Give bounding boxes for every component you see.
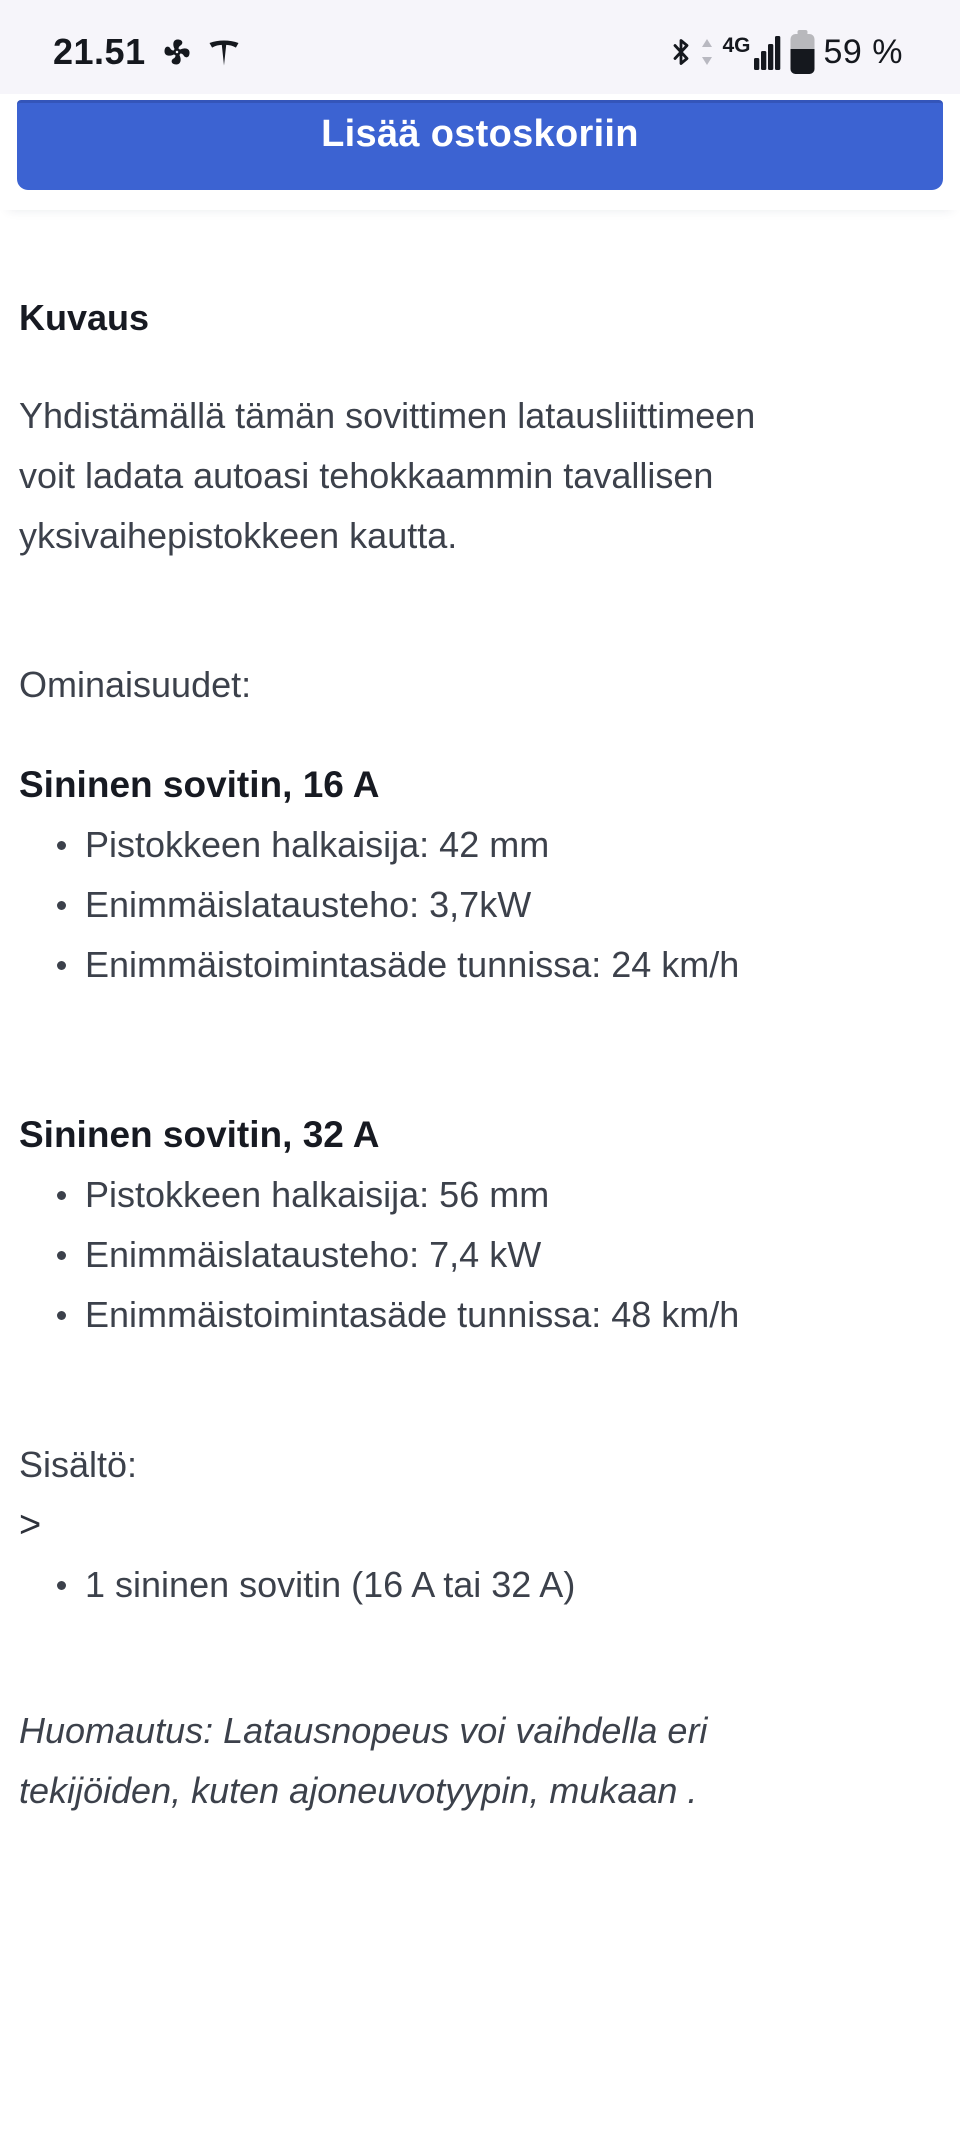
note-line: Huomautus: Latausnopeus voi vaihdella eri (19, 1710, 708, 1751)
pinwheel-fan-icon (162, 37, 192, 67)
battery-percent-label: 59 % (823, 32, 903, 71)
android-nav-bar (0, 1993, 960, 2133)
tesla-logo-icon (208, 36, 240, 68)
contents-label: Sisältö: (19, 1444, 138, 1485)
up-down-arrows-icon (701, 38, 713, 66)
status-bar-right (670, 0, 903, 94)
description-line: yksivaihepistokkeen kautta. (19, 515, 458, 556)
description-line: Yhdistämällä tämän sovittimen latausliittimeen (19, 395, 756, 436)
network-type-label: 4G (722, 33, 751, 57)
list-item: Pistokkeen halkaisija: 42 mm (19, 815, 941, 875)
list-item: Enimmäistoimintasäde tunnissa: 48 km/h (19, 1285, 941, 1345)
list-item: Enimmäislatausteho: 7,4 kW (19, 1225, 941, 1285)
clock: 21.51 (53, 31, 146, 72)
chevron-text: > (19, 1504, 42, 1546)
note-line: tekijöiden, kuten ajoneuvotyypin, mukaan . (19, 1770, 698, 1811)
list-item: Pistokkeen halkaisija: 56 mm (19, 1165, 941, 1225)
signal-strength-4-bars-icon (754, 35, 781, 70)
cellular-signal (722, 35, 780, 70)
list-item: Enimmäistoimintasäde tunnissa: 24 km/h (19, 935, 941, 995)
section-heading-32a: Sininen sovitin, 32 A (19, 1114, 380, 1155)
description-line: voit ladata autoasi tehokkaammin tavallisen (19, 455, 714, 496)
description-paragraph (19, 386, 941, 566)
status-bar-left (53, 0, 240, 94)
description-heading: Kuvaus (19, 297, 150, 338)
note-paragraph (19, 1701, 941, 1821)
list-item: 1 sininen sovitin (16 A tai 32 A) (19, 1555, 941, 1615)
feature-list-32a (19, 1165, 941, 1345)
contents-list (19, 1555, 941, 1615)
section-heading-16a: Sininen sovitin, 16 A (19, 764, 380, 805)
status-bar (0, 0, 960, 94)
add-to-cart-bar (0, 94, 960, 210)
bluetooth-icon (670, 36, 692, 68)
battery-icon (790, 30, 815, 75)
add-to-cart-label: Lisää ostoskoriin (321, 113, 639, 155)
feature-list-16a (19, 815, 941, 995)
features-label: Ominaisuudet: (19, 664, 252, 705)
add-to-cart-button[interactable] (17, 100, 943, 190)
list-item: Enimmäislatausteho: 3,7kW (19, 875, 941, 935)
